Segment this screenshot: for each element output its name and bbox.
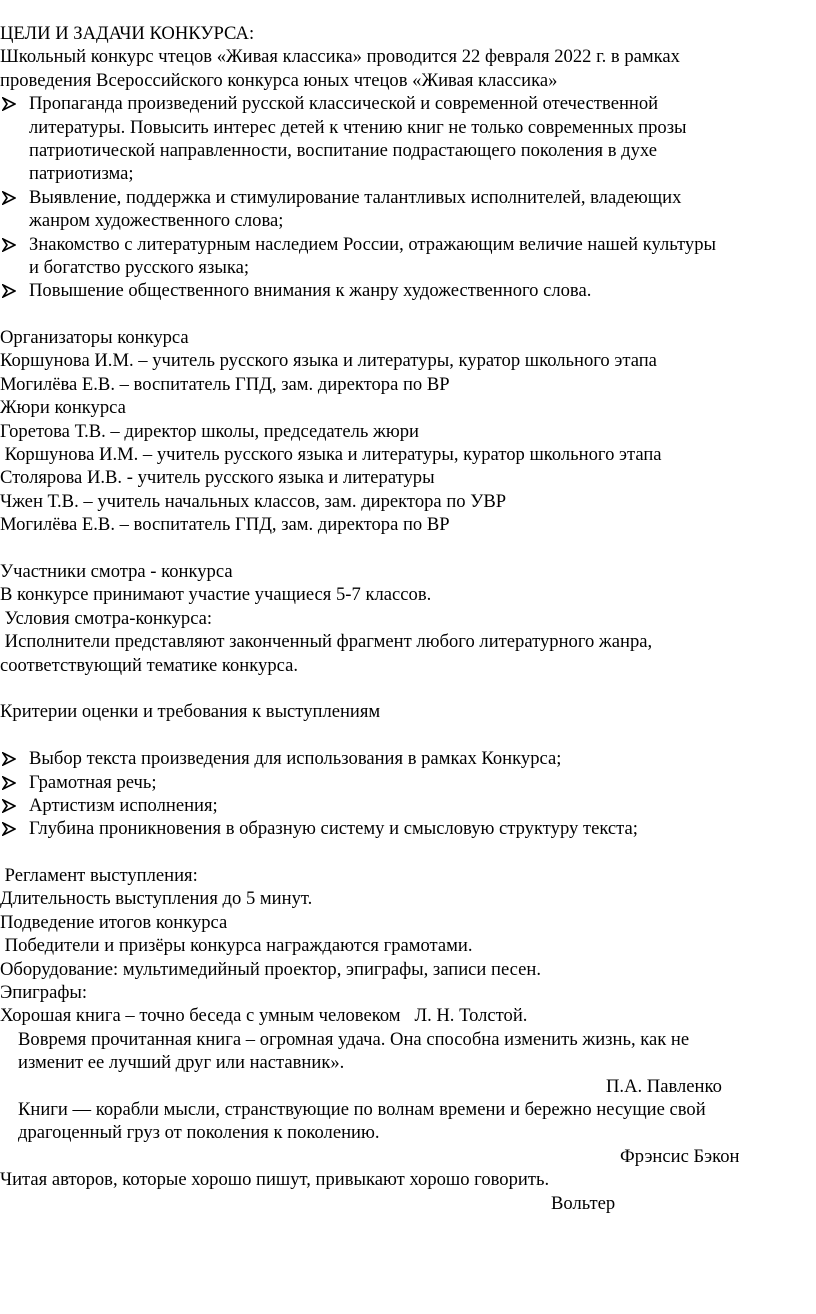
goal-line: жанром художественного слова; [29,210,284,232]
criteria-text: Артистизм исполнения; [29,794,218,816]
equipment-text: Оборудование: мультимедийный проектор, эпиграфы, записи песен. [0,958,542,980]
goal-line: Пропаганда произведений русской классической и современной отечественной [29,93,659,115]
goal-line: патриотической направленности, воспитание подрастающего поколения в духе [29,139,657,161]
criteria-item [0,817,812,840]
epigraph-author: П.А. Павленко [606,1075,722,1097]
arrow-bullet-icon [2,776,16,790]
goal-line: Знакомство с литературным наследием России, отражающим величие нашей культуры [29,233,716,255]
arrow-bullet-icon [2,97,16,111]
arrow-bullet-icon [2,238,16,252]
criteria-text: Глубина проникновения в образную систему и смысловую структуру текста; [29,818,638,840]
page-title: ЦЕЛИ И ЗАДАЧИ КОНКУРСА: [0,23,255,44]
conditions-line: Исполнители представляют законченный фрагмент любого литературного жанра, [0,631,653,653]
goal-line: Повышение общественного внимания к жанру художественного слова. [29,280,592,302]
document-page [0,22,812,1215]
epigraph-author: Фрэнсис Бэкон [620,1145,740,1167]
goal-item [0,279,812,302]
arrow-bullet-icon [2,191,16,205]
epigraph-author: Вольтер [551,1192,616,1214]
organizer-member: Могилёва Е.В. – воспитатель ГПД, зам. директора по ВР [0,373,450,395]
jury-member: Коршунова И.М. – учитель русского языка и литературы, куратор школьного этапа [0,444,662,466]
criteria-item [0,747,812,770]
regulations-heading: Регламент выступления: [0,865,198,887]
participants-text: В конкурсе принимают участие учащиеся 5-7 классов. [0,584,432,606]
organizers-heading: Организаторы конкурса [0,327,189,349]
jury-member: Могилёва Е.В. – воспитатель ГПД, зам. директора по ВР [0,514,450,536]
jury-member: Столярова И.В. - учитель русского языка и литературы [0,467,435,489]
arrow-bullet-icon [2,822,16,836]
conditions-line: соответствующий тематике конкурса. [0,654,298,676]
participants-heading: Участники смотра - конкурса [0,560,233,582]
results-heading: Подведение итогов конкурса [0,911,228,933]
criteria-text: Грамотная речь; [29,771,157,793]
criteria-item [0,771,812,794]
epigraph-quote: Вовремя прочитанная книга – огромная удача. Она способна изменить жизнь, как не [18,1028,690,1050]
intro-line: Школьный конкурс чтецов «Живая классика» проводится 22 февраля 2022 г. в рамках [0,46,680,68]
conditions-heading: Условия смотра-конкурса: [0,607,213,629]
goal-line: и богатство русского языка; [29,256,249,278]
goal-line: Выявление, поддержка и стимулирование талантливых исполнителей, владеющих [29,186,682,208]
organizer-member: Коршунова И.М. – учитель русского языка и литературы, куратор школьного этапа [0,350,657,372]
regulations-duration: Длительность выступления до 5 минут. [0,888,313,910]
epigraph-quote: Хорошая книга – точно беседа с умным человеком Л. Н. Толстой. [0,1005,528,1027]
criteria-item [0,794,812,817]
intro-line: проведения Всероссийского конкурса юных чтецов «Живая классика» [0,69,558,91]
goal-item [0,92,812,186]
goal-line: патриотизма; [29,163,134,185]
arrow-bullet-icon [2,752,16,766]
jury-heading: Жюри конкурса [0,397,126,419]
jury-member: Чжен Т.В. – учитель начальных классов, зам. директора по УВР [0,490,507,512]
epigraph-quote: драгоценный груз от поколения к поколению. [18,1122,380,1144]
arrow-bullet-icon [2,799,16,813]
goal-item [0,233,812,280]
criteria-text: Выбор текста произведения для использования в рамках Конкурса; [29,748,562,770]
epigraph-quote: изменит ее лучший друг или наставник». [18,1052,345,1074]
epigraph-quote: Книги — корабли мысли, странствующие по волнам времени и бережно несущие свой [18,1098,706,1120]
epigraph-quote: Читая авторов, которые хорошо пишут, привыкают хорошо говорить. [0,1169,550,1191]
jury-member: Горетова Т.В. – директор школы, председатель жюри [0,420,419,442]
goal-line: литературы. Повысить интерес детей к чтению книг не только современных прозы [29,116,687,138]
goal-item [0,186,812,233]
arrow-bullet-icon [2,284,16,298]
epigraphs-heading: Эпиграфы: [0,982,88,1004]
criteria-heading: Критерии оценки и требования к выступлениям [0,701,381,723]
results-text: Победители и призёры конкурса награждаются грамотами. [0,935,473,957]
